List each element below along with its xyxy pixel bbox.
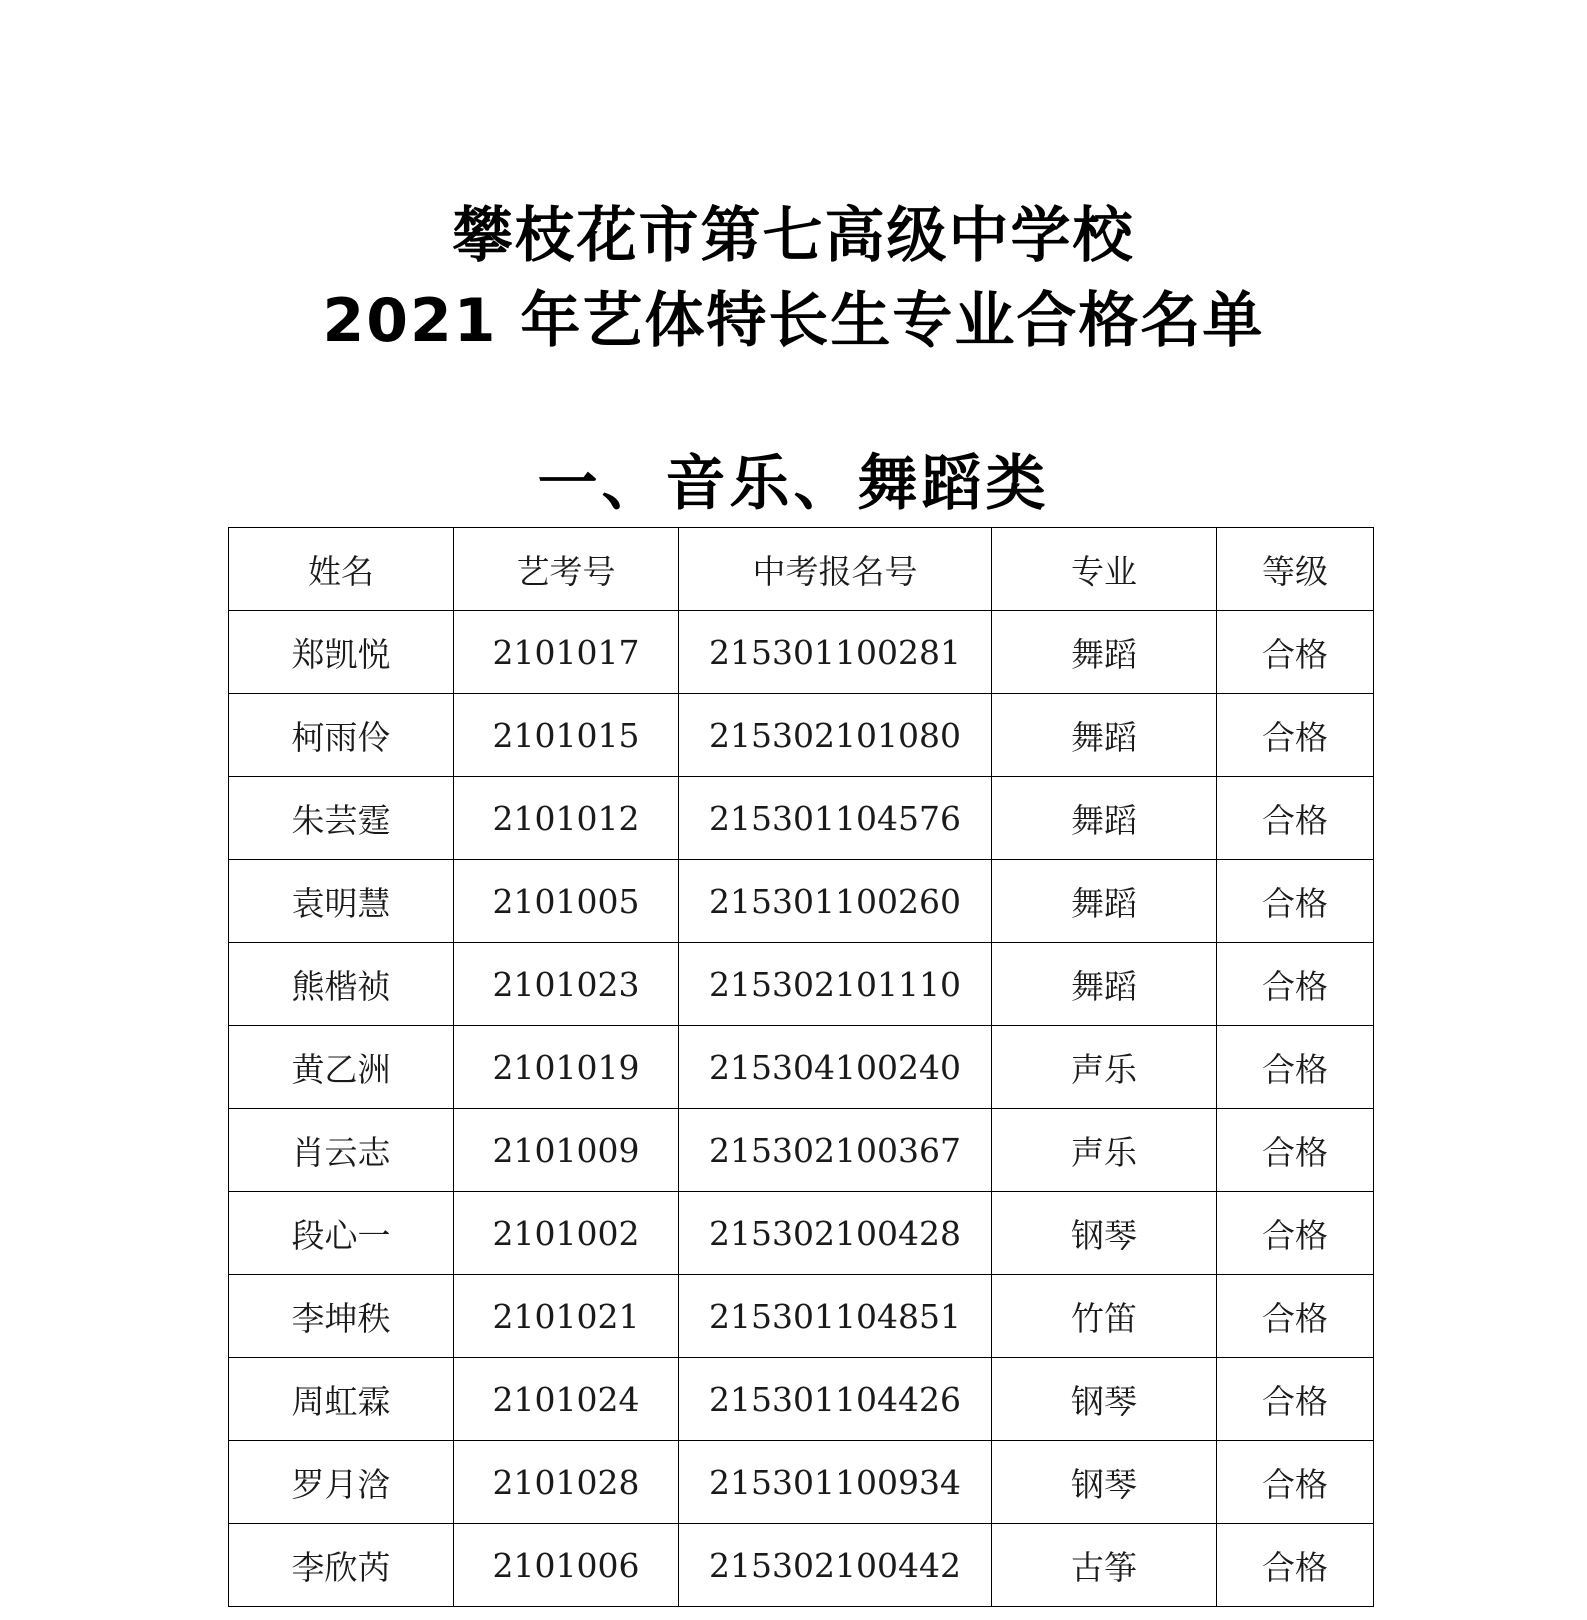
cell-grade: 合格 xyxy=(1217,1109,1374,1192)
cell-name: 罗月浛 xyxy=(229,1441,454,1524)
cell-name: 熊楷祯 xyxy=(229,943,454,1026)
cell-art-exam-no: 2101012 xyxy=(454,777,679,860)
cell-major: 舞蹈 xyxy=(992,860,1217,943)
cell-exam-registration-no: 215302100442 xyxy=(679,1524,992,1607)
cell-grade: 合格 xyxy=(1217,1275,1374,1358)
cell-grade: 合格 xyxy=(1217,1192,1374,1275)
cell-name: 肖云志 xyxy=(229,1109,454,1192)
cell-name: 李欣芮 xyxy=(229,1524,454,1607)
cell-major: 钢琴 xyxy=(992,1358,1217,1441)
cell-major: 古筝 xyxy=(992,1524,1217,1607)
table-row xyxy=(229,777,1374,860)
cell-major: 舞蹈 xyxy=(992,694,1217,777)
cell-grade: 合格 xyxy=(1217,694,1374,777)
cell-major: 舞蹈 xyxy=(992,611,1217,694)
cell-exam-registration-no: 215304100240 xyxy=(679,1026,992,1109)
cell-art-exam-no: 2101002 xyxy=(454,1192,679,1275)
cell-exam-registration-no: 215302101080 xyxy=(679,694,992,777)
cell-art-exam-no: 2101024 xyxy=(454,1358,679,1441)
cell-grade: 合格 xyxy=(1217,1524,1374,1607)
section-heading: 一、音乐、舞蹈类 xyxy=(537,449,1050,519)
cell-major: 舞蹈 xyxy=(992,777,1217,860)
cell-name: 柯雨伶 xyxy=(229,694,454,777)
header-exam-registration-no: 中考报名号 xyxy=(679,528,992,611)
cell-grade: 合格 xyxy=(1217,860,1374,943)
cell-art-exam-no: 2101009 xyxy=(454,1109,679,1192)
cell-exam-registration-no: 215301100260 xyxy=(679,860,992,943)
header-name: 姓名 xyxy=(229,528,454,611)
cell-grade: 合格 xyxy=(1217,1441,1374,1524)
cell-major: 声乐 xyxy=(992,1026,1217,1109)
cell-major: 舞蹈 xyxy=(992,943,1217,1026)
header-major: 专业 xyxy=(992,528,1217,611)
cell-name: 黄乙洲 xyxy=(229,1026,454,1109)
cell-exam-registration-no: 215301100281 xyxy=(679,611,992,694)
cell-grade: 合格 xyxy=(1217,1026,1374,1109)
header-art-exam-no: 艺考号 xyxy=(454,528,679,611)
cell-art-exam-no: 2101017 xyxy=(454,611,679,694)
table-row xyxy=(229,1275,1374,1358)
cell-major: 钢琴 xyxy=(992,1441,1217,1524)
cell-art-exam-no: 2101021 xyxy=(454,1275,679,1358)
table-row xyxy=(229,1026,1374,1109)
table-row xyxy=(229,611,1374,694)
table-row xyxy=(229,860,1374,943)
cell-name: 周虹霖 xyxy=(229,1358,454,1441)
table-row xyxy=(229,1192,1374,1275)
table-row xyxy=(229,694,1374,777)
cell-name: 段心一 xyxy=(229,1192,454,1275)
document-title-line2: 2021 年艺体特长生专业合格名单 xyxy=(322,286,1265,356)
document-title-line1: 攀枝花市第七高级中学校 xyxy=(452,201,1135,271)
cell-art-exam-no: 2101005 xyxy=(454,860,679,943)
cell-art-exam-no: 2101028 xyxy=(454,1441,679,1524)
cell-grade: 合格 xyxy=(1217,1358,1374,1441)
cell-major: 声乐 xyxy=(992,1109,1217,1192)
table-row xyxy=(229,1358,1374,1441)
cell-exam-registration-no: 215301104851 xyxy=(679,1275,992,1358)
cell-exam-registration-no: 215301104426 xyxy=(679,1358,992,1441)
cell-grade: 合格 xyxy=(1217,777,1374,860)
cell-art-exam-no: 2101015 xyxy=(454,694,679,777)
cell-grade: 合格 xyxy=(1217,611,1374,694)
cell-exam-registration-no: 215301104576 xyxy=(679,777,992,860)
cell-major: 钢琴 xyxy=(992,1192,1217,1275)
cell-name: 朱芸霆 xyxy=(229,777,454,860)
table-header-row xyxy=(229,528,1374,611)
table-row xyxy=(229,943,1374,1026)
cell-grade: 合格 xyxy=(1217,943,1374,1026)
cell-name: 郑凯悦 xyxy=(229,611,454,694)
cell-exam-registration-no: 215301100934 xyxy=(679,1441,992,1524)
table-row xyxy=(229,1524,1374,1607)
cell-art-exam-no: 2101019 xyxy=(454,1026,679,1109)
table-row xyxy=(229,1109,1374,1192)
header-grade: 等级 xyxy=(1217,528,1374,611)
table-row xyxy=(229,1441,1374,1524)
cell-name: 袁明慧 xyxy=(229,860,454,943)
cell-exam-registration-no: 215302101110 xyxy=(679,943,992,1026)
cell-exam-registration-no: 215302100428 xyxy=(679,1192,992,1275)
cell-art-exam-no: 2101023 xyxy=(454,943,679,1026)
cell-exam-registration-no: 215302100367 xyxy=(679,1109,992,1192)
cell-name: 李坤秩 xyxy=(229,1275,454,1358)
table-body xyxy=(229,611,1374,1607)
cell-art-exam-no: 2101006 xyxy=(454,1524,679,1607)
cell-major: 竹笛 xyxy=(992,1275,1217,1358)
qualified-list-table xyxy=(228,527,1374,1607)
